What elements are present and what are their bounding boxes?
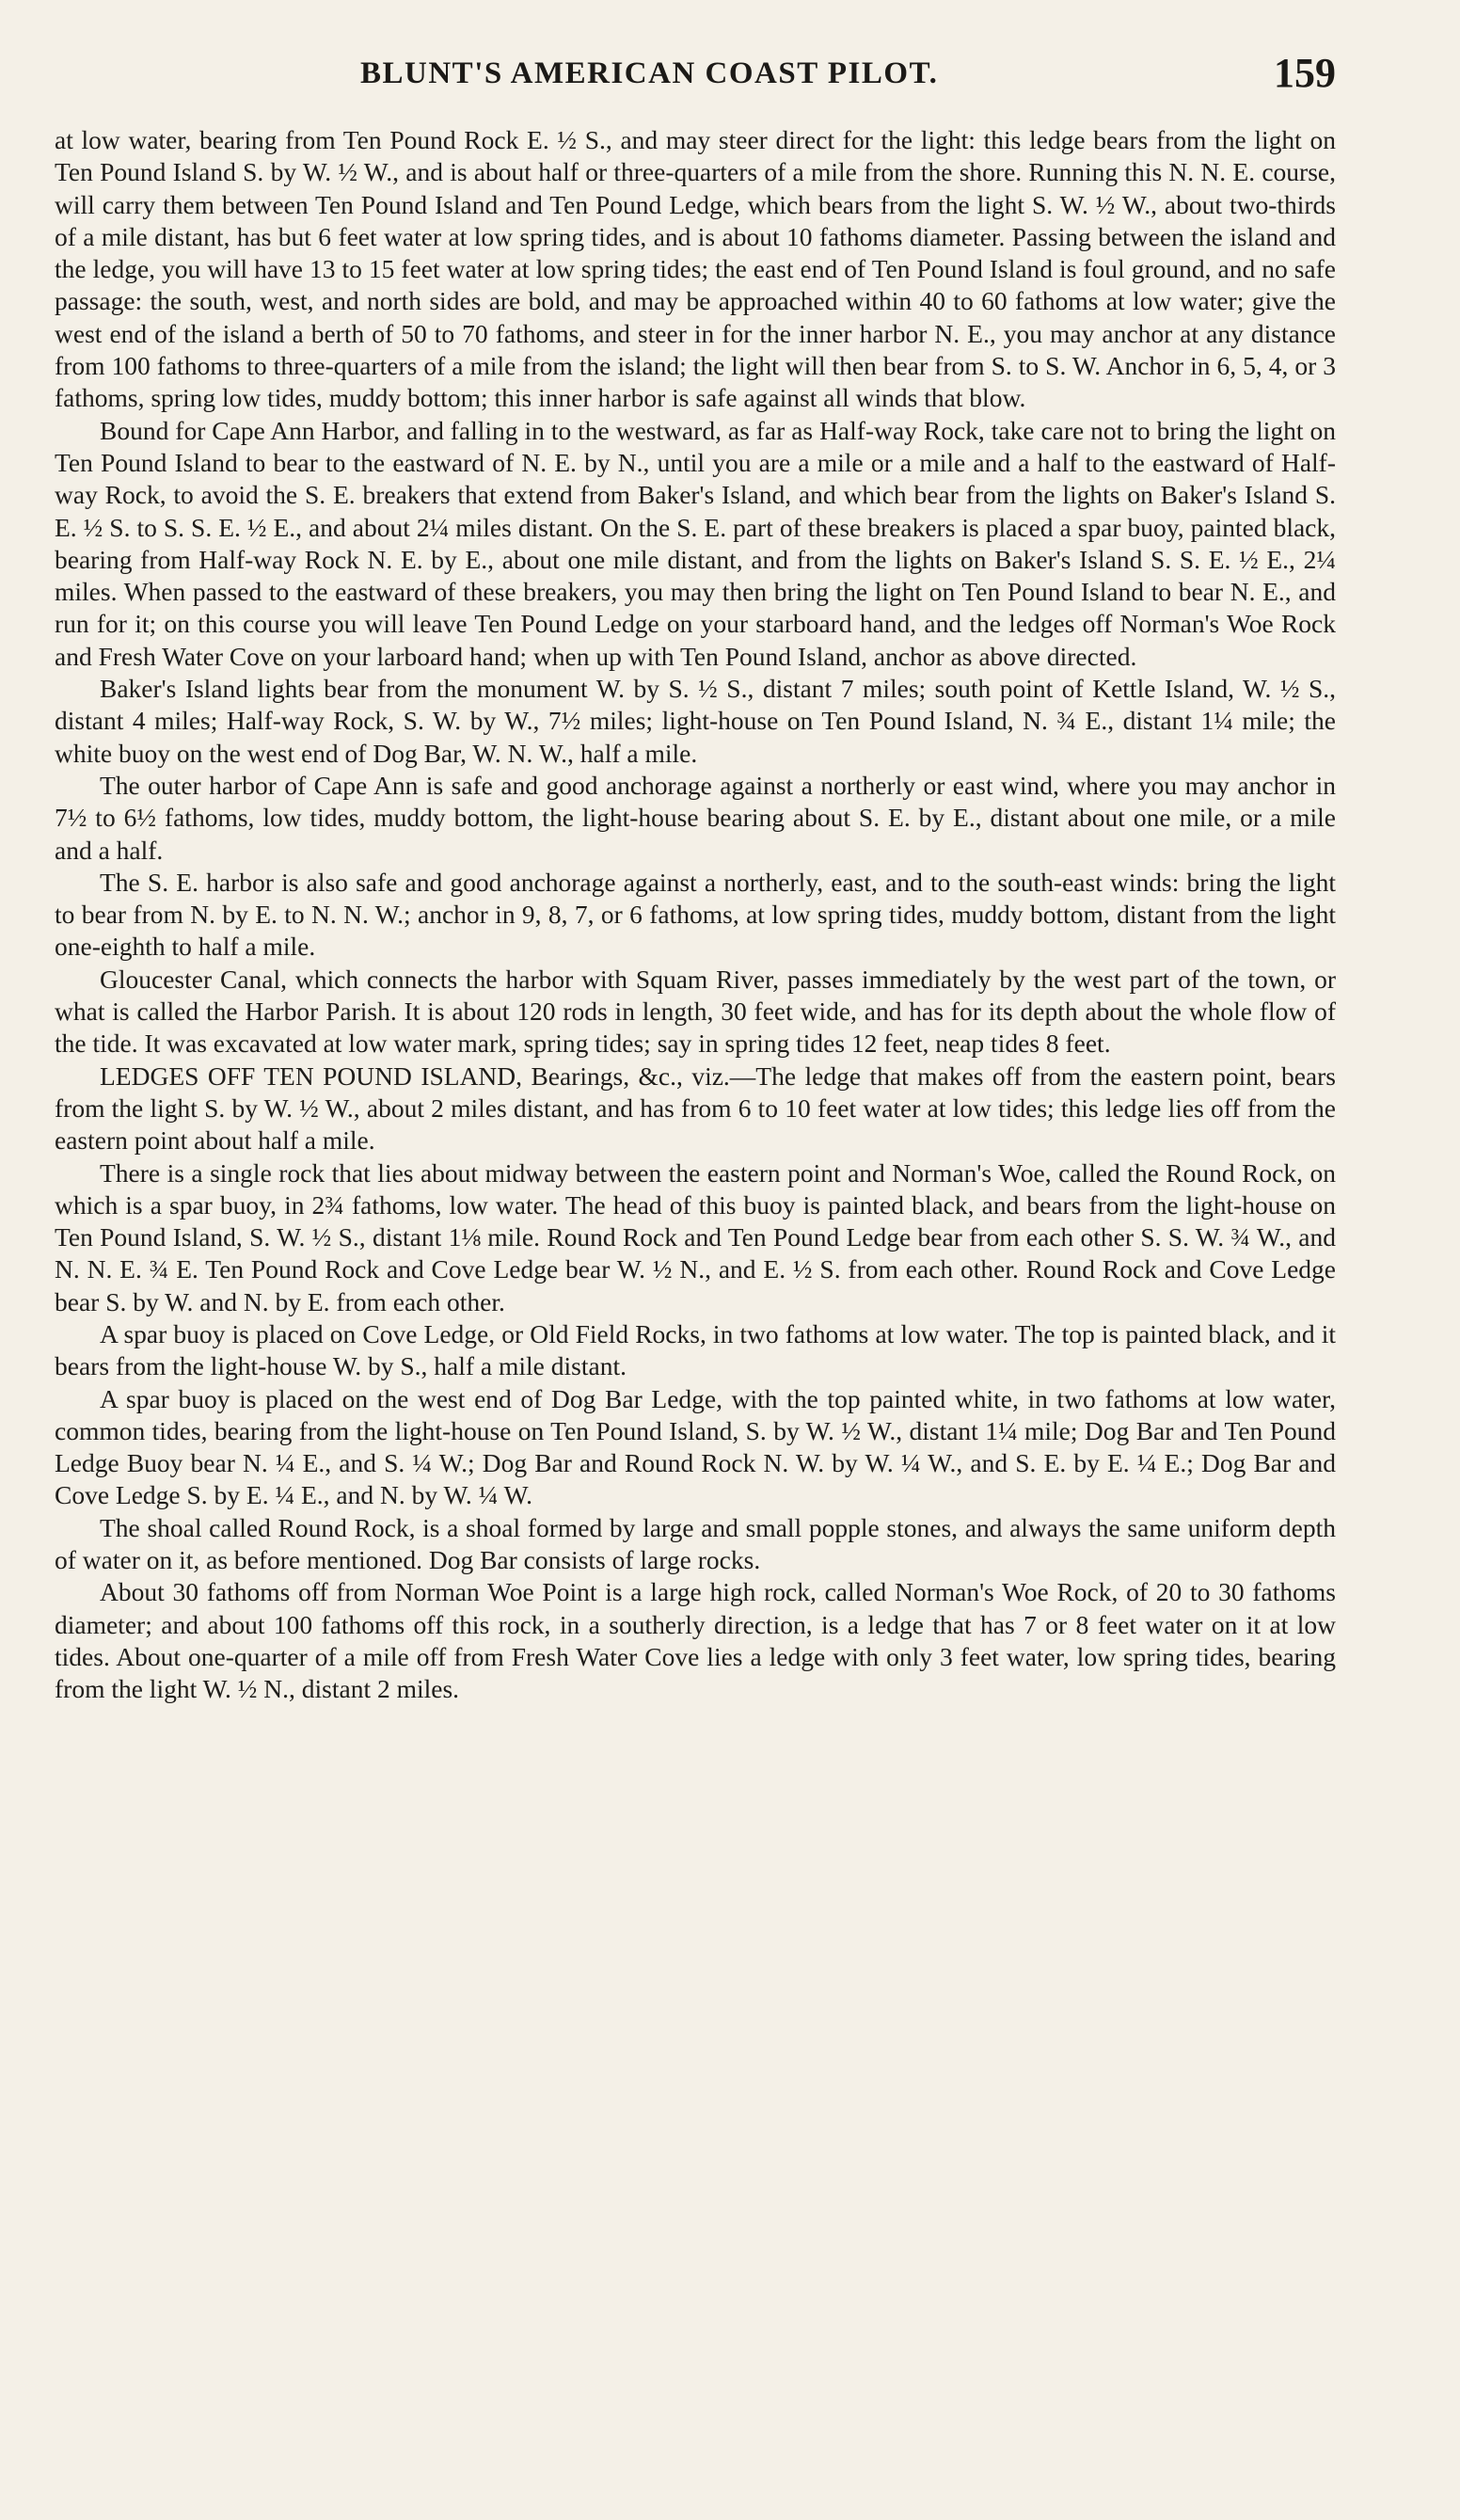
paragraph: The outer harbor of Cape Ann is safe and good anchorage against a northerly or east wind, where you may anchor in 7½ to 6½ fathoms, low tides, muddy bottom, the light-house bearing about S. E. by E., distant about one mile, or a mile and a half. <box>55 770 1336 865</box>
paragraph: A spar buoy is placed on the west end of Dog Bar Ledge, with the top painted white, in two fathoms at low water, common tides, bearing from the light-house on Ten Pound Island, S. by W. ½ W., distant 1¼ mile; Dog Bar and Ten Pound Ledge Buoy bear N. ¼ E., and S. ¼ W.; Dog Bar and Round Rock N. W. by W. ¼ W., and S. E. by E. ¼ E.; Dog Bar and Cove Ledge S. by E. ¼ E., and N. by W. ¼ W. <box>55 1383 1336 1510</box>
body-text <box>55 124 1336 1706</box>
page-header <box>55 49 1336 105</box>
paragraph: LEDGES OFF TEN POUND ISLAND, Bearings, &c., viz.—The ledge that makes off from the eastern point, bears from the light S. by W. ½ W., about 2 miles distant, and has from 6 to 10 feet water at low tides; this ledge lies off from the eastern point about half a mile. <box>55 1061 1336 1156</box>
page-number: 159 <box>1274 50 1336 96</box>
paragraph: A spar buoy is placed on Cove Ledge, or Old Field Rocks, in two fathoms at low water. The top is painted black, and it bears from the light-house W. by S., half a mile distant. <box>55 1318 1336 1381</box>
paragraph: There is a single rock that lies about midway between the eastern point and Norman's Woe, called the Round Rock, on which is a spar buoy, in 2¾ fathoms, low water. The head of this buoy is painted black, and bears from the light-house on Ten Pound Island, S. W. ½ S., distant 1⅛ mile. Round Rock and Ten Pound Ledge bear from each other S. S. W. ¾ W., and N. N. E. ¾ E. Ten Pound Rock and Cove Ledge bear W. ½ N., and E. ½ S. from each other. Round Rock and Cove Ledge bear S. by W. and N. by E. from each other. <box>55 1157 1336 1316</box>
paragraph: About 30 fathoms off from Norman Woe Point is a large high rock, called Norman's Woe Rock, of 20 to 30 fathoms diameter; and about 100 fathoms off this rock, in a southerly direction, is a ledge that has 7 or 8 feet water on it at low tides. About one-quarter of a mile off from Fresh Water Cove lies a ledge with only 3 feet water, low spring tides, bearing from the light W. ½ N., distant 2 miles. <box>55 1577 1336 1704</box>
running-head: BLUNT'S AMERICAN COAST PILOT. <box>360 56 939 90</box>
paragraph: at low water, bearing from Ten Pound Rock E. ½ S., and may steer direct for the light: this ledge bears from the light on Ten Pound Island S. by W. ½ W., and is about half or three-quarters of a mile from the shore. Running this N. N. E. course, will carry them between Ten Pound Island and Ten Pound Ledge, which bears from the light S. W. ½ W., about two-thirds of a mile distant, has but 6 feet water at low spring tides, and is about 10 fathoms diameter. Passing between the island and the ledge, you will have 13 to 15 feet water at low spring tides; the east end of Ten Pound Island is foul ground, and no safe passage: the south, west, and north sides are bold, and may be approached within 40 to 60 fathoms at low water; give the west end of the island a berth of 50 to 70 fathoms, and steer in for the inner harbor N. E., you may anchor at any distance from 100 fathoms to three-quarters of a mile from the island; the light will then bear from S. to S. W. Anchor in 6, 5, 4, or 3 fathoms, spring low tides, muddy bottom; this inner harbor is safe against all winds that blow. <box>55 125 1336 413</box>
paragraph: Bound for Cape Ann Harbor, and falling in to the westward, as far as Half-way Rock, take care not to bring the light on Ten Pound Island to bear to the eastward of N. E. by N., until you are a mile or a mile and a half to the eastward of Half-way Rock, to avoid the S. E. breakers that extend from Baker's Island, and which bear from the lights on Baker's Island S. E. ½ S. to S. S. E. ½ E., and about 2¼ miles distant. On the S. E. part of these breakers is placed a spar buoy, painted black, bearing from Half-way Rock N. E. by E., about one mile distant, and from the lights on Baker's Island S. S. E. ½ E., 2¼ miles. When passed to the eastward of these breakers, you may then bring the light on Ten Pound Island to bear N. E., and run for it; on this course you will leave Ten Pound Ledge on your starboard hand, and the ledges off Norman's Woe Rock and Fresh Water Cove on your larboard hand; when up with Ten Pound Island, anchor as above directed. <box>55 415 1336 671</box>
paragraph: The S. E. harbor is also safe and good anchorage against a northerly, east, and to the south-east winds: bring the light to bear from N. by E. to N. N. W.; anchor in 9, 8, 7, or 6 fathoms, at low spring tides, muddy bottom, distant from the light one-eighth to half a mile. <box>55 867 1336 962</box>
paragraph: The shoal called Round Rock, is a shoal formed by large and small popple stones, and always the same uniform depth of water on it, as before mentioned. Dog Bar consists of large rocks. <box>55 1512 1336 1575</box>
paragraph: Gloucester Canal, which connects the harbor with Squam River, passes immediately by the west part of the town, or what is called the Harbor Parish. It is about 120 rods in length, 30 feet wide, and has for its depth about the whole flow of the tide. It was excavated at low water mark, spring tides; say in spring tides 12 feet, neap tides 8 feet. <box>55 964 1336 1059</box>
paragraph: Baker's Island lights bear from the monument W. by S. ½ S., distant 7 miles; south point of Kettle Island, W. ½ S., distant 4 miles; Half-way Rock, S. W. by W., 7½ miles; light-house on Ten Pound Island, N. ¾ E., distant 1¼ mile; the white buoy on the west end of Dog Bar, W. N. W., half a mile. <box>55 674 1336 768</box>
